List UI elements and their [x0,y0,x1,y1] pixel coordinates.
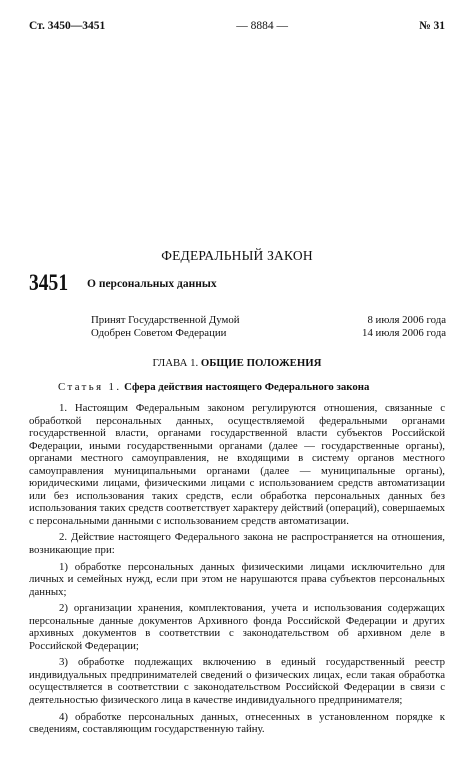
adoption-label: Одобрен Советом Федерации [91,327,227,339]
chapter-prefix: ГЛАВА 1. [152,357,199,369]
article-heading [58,381,369,393]
article-prefix: Статья 1. [58,381,122,393]
paragraph: 1. Настоящим Федеральным законом регулируются отношения, связанные с обработкой персональных данных, осуществляемой федеральными органами государственной власти, органами государственной власти субъектов Российской Федерации, иными государственными органами (далее — государственные органы), органами местного самоуправления, не входящими в систему органов местного самоуправления муниципальными органами (далее — муниципальные органы), юридическими лицами, физическими лицами с использованием средств автоматизации или без использования таких средств, если обработка персональных данных без использования таких средств соответствует характеру действий (операций), совершаемых с персональными данными с использованием средств автоматизации. [29,402,445,527]
paragraph: 3) обработке подлежащих включению в единый государственный реестр индивидуальных предпринимателей сведений о физических лицах, если такая обработка осуществляется в соответствии с законодательством Российской Федерации в связи с деятельностью физического лица в качестве индивидуального предпринимателя; [29,656,445,707]
header-issue-number: № 31 [419,20,445,32]
paragraph: 2. Действие настоящего Федерального закона не распространяется на отношения, возникающие при: [29,531,445,557]
law-name: О персональных данных [87,278,217,290]
paragraph: 2) организации хранения, комплектования, учета и использования содержащих персональные данные документов Архивного фонда Российской Федерации и других архивных документов в соответствии с законодательством об архивном деле в Российской Федерации; [29,602,445,652]
header-article-range: Ст. 3450—3451 [29,20,106,32]
adoption-line-council [91,327,446,339]
paragraph: 4) обработке персональных данных, отнесенных в установленном порядке к сведениям, составляющим государственную тайну. [29,710,445,736]
law-number: 3451 [29,270,69,295]
paragraph: 1) обработке персональных данных физическими лицами исключительно для личных и семейных нужд, если при этом не нарушаются права субъектов персональных данных; [29,560,445,598]
chapter-title: ОБЩИЕ ПОЛОЖЕНИЯ [200,357,322,369]
adoption-date: 8 июля 2006 года [367,314,446,326]
adoption-date: 14 июля 2006 года [362,327,446,339]
article-body [29,402,445,736]
adoption-line-duma [91,314,446,326]
header-page-number: — 8884 — [236,20,288,32]
adoption-label: Принят Государственной Думой [91,314,240,326]
article-title: Сфера действия настоящего Федерального закона [124,381,370,393]
page-header [29,20,445,32]
law-type-heading: ФЕДЕРАЛЬНЫЙ ЗАКОН [161,248,313,263]
chapter-heading [0,357,474,369]
